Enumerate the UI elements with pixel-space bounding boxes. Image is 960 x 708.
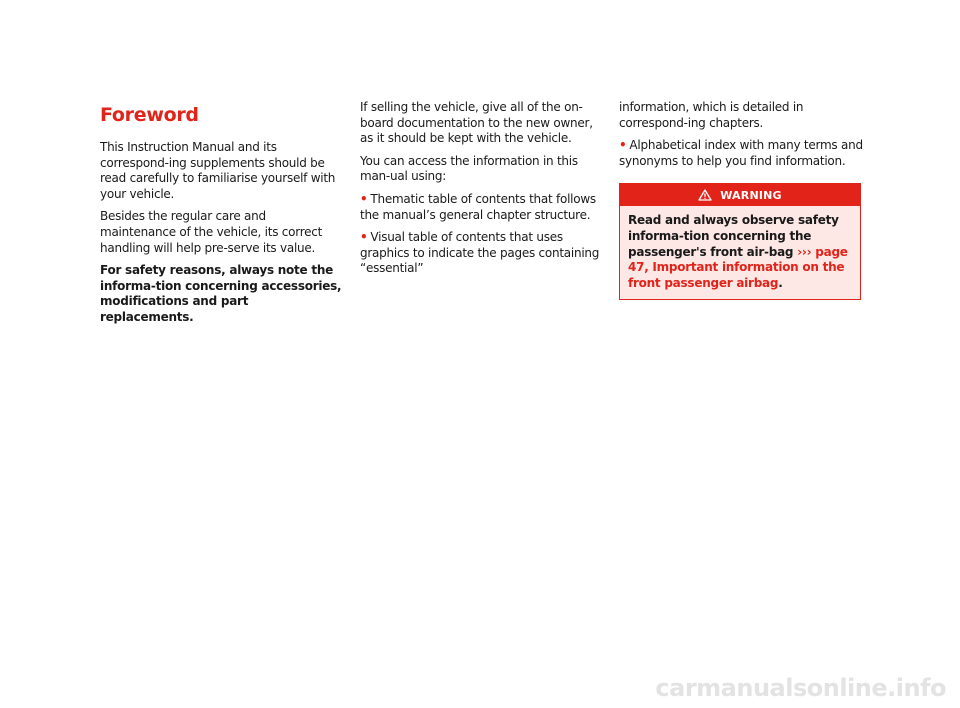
- list-item-text: Visual table of contents that uses graphics to indicate the pages containing “essential”: [360, 230, 600, 276]
- access-paragraph: You can access the information in this man-ual using:: [360, 153, 578, 184]
- list-item: [360, 230, 604, 277]
- page-reference-link[interactable]: page 47, Important information on the front passenger airbag: [628, 244, 848, 290]
- bullet-icon: •: [619, 138, 627, 153]
- list-item-text: Thematic table of contents that follows the manual’s general chapter structure.: [360, 191, 596, 222]
- care-paragraph: Besides the regular care and maintenance of the vehicle, its correct handling will help pre-serve its value.: [100, 209, 323, 255]
- column-1: [100, 100, 344, 333]
- column-2: [360, 100, 604, 284]
- warning-header: [620, 184, 860, 206]
- warning-triangle-icon: [698, 189, 712, 201]
- list-item-text: Alphabetical index with many terms and synonyms to help you find information.: [619, 138, 863, 168]
- warning-heading: WARNING: [720, 188, 782, 202]
- bullet-icon: •: [360, 230, 368, 245]
- watermark: carmanualsonline.info: [655, 674, 946, 702]
- list-item: [619, 138, 863, 169]
- list-item: [360, 192, 604, 223]
- selling-paragraph: If selling the vehicle, give all of the on-board documentation to the new owner, as it should be kept with the vehicle.: [360, 100, 593, 146]
- continued-paragraph: information, which is detailed in correspond-ing chapters.: [619, 100, 804, 130]
- safety-paragraph: For safety reasons, always note the informa-tion concerning accessories, modifications and part replacements.: [100, 263, 342, 324]
- page-title: Foreword: [100, 104, 199, 126]
- bullet-icon: •: [360, 191, 368, 206]
- intro-paragraph: This Instruction Manual and its correspond-ing supplements should be read carefully to familiarise yourself with your vehicle.: [100, 140, 336, 201]
- warning-end: .: [778, 275, 783, 290]
- warning-text: [620, 206, 860, 299]
- cross-reference-arrow-icon: ›››: [797, 244, 812, 259]
- warning-box: [619, 183, 861, 300]
- column-3: [619, 100, 863, 300]
- warning-message: Read and always observe safety informa-tion concerning the passenger's front air-bag: [628, 213, 839, 259]
